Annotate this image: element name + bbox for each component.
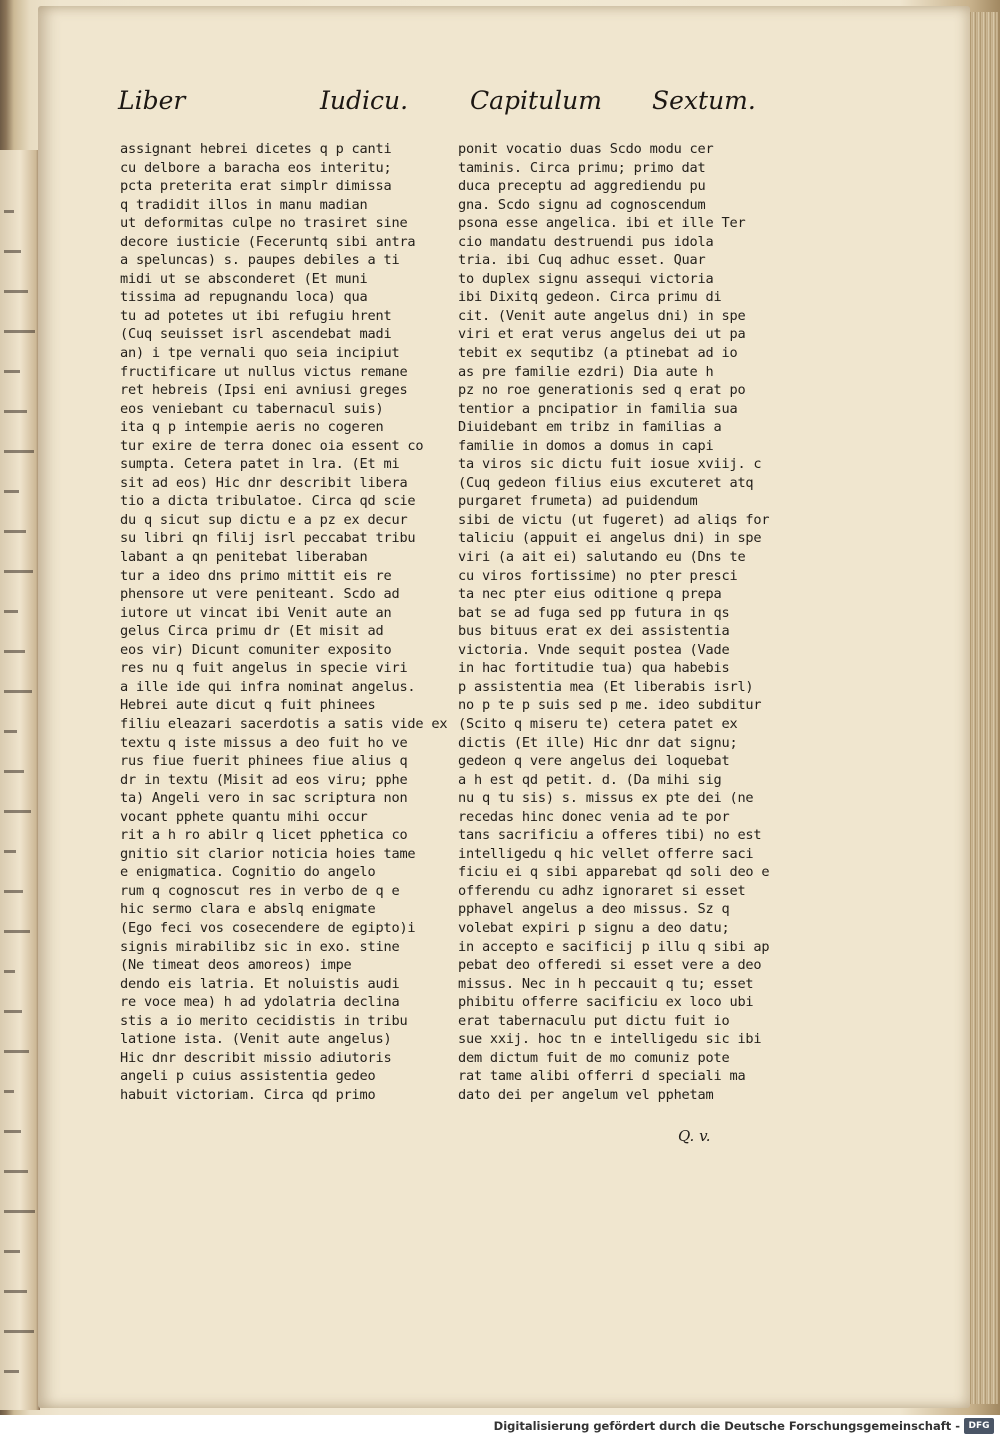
text-line: cu delbore a baracha eos interitu; [120,159,392,176]
text-line: an) i tpe vernali quo seia incipiut [120,345,400,362]
text-line: labant a qn penitebat liberaban [120,549,368,566]
text-line: tissima ad repugnandu loca) qua [120,289,368,306]
text-line: pebat deo offeredi si esset vere a deo [458,957,762,974]
text-line: tur exire de terra donec oia essent co [120,437,424,454]
facing-page-text-fragment [4,370,20,373]
text-line: (Cuq seuisset isrl ascendebat madi [120,326,392,343]
facing-page-edge [0,150,40,1410]
text-line: textu q iste missus a deo fuit ho ve [120,734,408,751]
text-line: viri et erat verus angelus dei ut pa [458,326,746,343]
text-line: psona esse angelica. ibi et ille Ter [458,215,746,232]
text-line: cu viros fortissime) no pter presci [458,567,738,584]
header-capitulum: Capitulum [470,86,602,115]
footer-bar [0,1415,1000,1439]
text-line: gnitio sit clarior noticia hoies tame [120,845,416,862]
text-line: ta) Angeli vero in sac scriptura non [120,790,408,807]
text-line: e enigmatica. Cognitio do angelo [120,864,376,881]
text-line: dictis (Et ille) Hic dnr dat signu; [458,734,738,751]
text-line: gna. Scdo signu ad cognoscendum [458,196,706,213]
text-line: nu q tu sis) s. missus ex pte dei (ne [458,790,754,807]
header-judicum: Iudicu. [320,86,409,115]
text-line: in accepto e sacificij p illu q sibi ap [458,938,770,955]
text-line: bat se ad fuga sed pp futura in qs [458,604,730,621]
facing-page-text-fragment [4,490,19,493]
text-line: (Ne timeat deos amoreos) impe [120,957,352,974]
facing-page-text-fragment [4,610,18,613]
text-line: du q sicut sup dictu e a pz ex decur [120,511,408,528]
text-line: (Cuq gedeon filius eius excuteret atq [458,474,754,491]
facing-page-text-fragment [4,1130,21,1133]
facing-page-text-fragment [4,850,16,853]
facing-page-text-fragment [4,330,35,333]
facing-page-text-fragment [4,450,34,453]
signature-mark: Q. v. [678,1127,711,1145]
text-line: pphavel angelus a deo missus. Sz q [458,901,730,918]
facing-page-text-fragment [4,1170,28,1173]
text-line: vocant pphete quantu mihi occur [120,808,368,825]
text-line: dem dictum fuit de mo comuniz pote [458,1049,730,1066]
facing-page-text-fragment [4,210,14,213]
text-line: filiu eleazari sacerdotis a satis vide ex [120,715,448,732]
text-line: ut deformitas culpe no trasiret sine [120,215,408,232]
facing-page-text-fragment [4,1050,29,1053]
text-line: ta nec pter eius oditione q prepa [458,586,722,603]
text-line: rat tame alibi offerri d speciali ma [458,1068,746,1085]
facing-page-text-fragment [4,1370,19,1373]
text-line: cit. (Venit aute angelus dni) in spe [458,307,746,324]
text-line: assignant hebrei dicetes q p canti [120,141,392,157]
text-line: gedeon q vere angelus dei loquebat [458,753,730,770]
text-line: angeli p cuius assistentia gedeo [120,1068,376,1085]
text-line: tur a ideo dns primo mittit eis re [120,567,392,584]
text-line: eos vir) Dicunt comuniter exposito [120,641,392,658]
facing-page-text-fragment [4,730,17,733]
header-liber [118,86,185,115]
text-line: missus. Nec in h peccauit q tu; esset [458,975,754,992]
facing-page-text-fragment [4,1330,34,1333]
text-line: ponit vocatio duas Scdo modu cer [458,141,714,157]
facing-page-text-fragment [4,890,23,893]
facing-page-text-fragment [4,930,30,933]
text-line: bus bituus erat ex dei assistentia [458,623,730,640]
text-line: midi ut se absconderet (Et muni [120,270,368,287]
dfg-logo-icon: DFG [964,1418,994,1434]
text-line: pz no roe generationis sed q erat po [458,382,746,399]
text-line: tans sacrificiu a offeres tibi) no est [458,827,762,844]
facing-page-text-fragment [4,530,26,533]
facing-page-text-fragment [4,1090,14,1093]
text-line: a h est qd petit. d. (Da mihi sig [458,771,722,788]
text-line: rit a h ro abilr q licet pphetica co [120,827,408,844]
text-line: erat tabernaculu put dictu fuit io [458,1012,730,1029]
text-line: p assistentia mea (Et liberabis isrl) [458,678,754,695]
text-line: ibi Dixitq gedeon. Circa primu di [458,289,722,306]
text-line: purgaret frumeta) ad puidendum [458,493,698,510]
text-line: sumpta. Cetera patet in lra. (Et mi [120,456,400,473]
facing-page-text-fragment [4,770,24,773]
text-line: gelus Circa primu dr (Et misit ad [120,623,384,640]
text-line: ta viros sic dictu fuit iosue xviij. c [458,456,762,473]
text-line: latione ista. (Venit aute angelus) [120,1031,392,1048]
text-line: taliciu (appuit ei angelus dni) in spe [458,530,762,547]
text-line: offerendu cu adhz ignoraret si esset [458,882,746,899]
text-line: sit ad eos) Hic dnr describit libera [120,474,408,491]
text-line: tentior a pncipatior in familia sua [458,400,738,417]
facing-page-text-fragment [4,570,33,573]
facing-page-text-fragment [4,290,28,293]
right-text-column [458,140,770,1104]
text-line: fructificare ut nullus victus remane [120,363,408,380]
text-line: volebat expiri p signu a deo datu; [458,919,730,936]
text-line: in hac fortitudie tua) qua habebis [458,660,730,677]
text-line: sibi de victu (ut fugeret) ad aliqs for [458,511,770,528]
text-line: su libri qn filij isrl peccabat tribu [120,530,416,547]
text-line: re voce mea) h ad ydolatria declina [120,994,400,1011]
text-line: stis a io merito cecidistis in tribu [120,1012,408,1029]
facing-page-text-fragment [4,690,32,693]
text-line: ficiu ei q sibi apparebat qd soli deo e [458,864,770,881]
facing-page-text-fragment [4,250,21,253]
text-line: q tradidit illos in manu madian [120,196,368,213]
header-sextum: Sextum. [652,86,756,115]
text-line: tu ad potetes ut ibi refugiu hrent [120,307,392,324]
text-line: hic sermo clara e abslq enigmate [120,901,376,918]
facing-page-text-fragment [4,1010,22,1013]
text-line: iutore ut vincat ibi Venit aute an [120,604,392,621]
text-line: no p te p suis sed p me. ideo subditur [458,697,762,714]
text-line: duca preceptu ad aggrediendu pu [458,178,706,195]
text-line: taminis. Circa primu; primo dat [458,159,706,176]
text-line: a ille ide qui infra nominat angelus. [120,678,416,695]
text-line: dr in textu (Misit ad eos viru; pphe [120,771,408,788]
text-line: eos veniebant cu tabernacul suis) [120,400,384,417]
text-line: (Scito q miseru te) cetera patet ex [458,715,738,732]
header-liber-text: Liber [118,86,186,115]
text-line: sue xxij. hoc tn e intelligedu sic ibi [458,1031,762,1048]
text-line: cio mandatu destruendi pus idola [458,233,714,250]
text-line: tria. ibi Cuq adhuc esset. Quar [458,252,706,269]
facing-page-text-fragment [4,810,31,813]
facing-page-text-fragment [4,1290,27,1293]
text-line: Hic dnr describit missio adiutoris [120,1049,392,1066]
text-line: a speluncas) s. paupes debiles a ti [120,252,400,269]
text-line: ita q p intempie aeris no cogeren [120,419,384,436]
facing-page-text-fragment [4,650,25,653]
text-line: Diuidebant em tribz in familias a [458,419,722,436]
text-line: habuit victoriam. Circa qd primo [120,1086,376,1103]
text-line: as pre familie ezdri) Dia aute h [458,363,714,380]
text-line: intelligedu q hic vellet offerre saci [458,845,754,862]
text-line: rum q cognoscut res in verbo de q e [120,882,400,899]
text-line: dato dei per angelum vel pphetam [458,1086,714,1103]
text-line: to duplex signu assequi victoria [458,270,714,287]
text-line: res nu q fuit angelus in specie viri [120,660,408,677]
text-line: tio a dicta tribulatoe. Circa qd scie [120,493,416,510]
text-line: ret hebreis (Ipsi eni avniusi greges [120,382,408,399]
text-line: tebit ex sequtibz (a ptinebat ad io [458,345,738,362]
text-line: victoria. Vnde sequit postea (Vade [458,641,730,658]
text-line: signis mirabilibz sic in exo. stine [120,938,400,955]
text-line: decore iusticie (Feceruntq sibi antra [120,233,416,250]
text-line: phibitu offerre sacificiu ex loco ubi [458,994,754,1011]
text-line: pcta preterita erat simplr dimissa [120,178,392,195]
left-text-column [120,140,448,1104]
facing-page-text-fragment [4,1250,20,1253]
text-line: phensore ut vere peniteant. Scdo ad [120,586,400,603]
text-line: viri (a ait ei) salutando eu (Dns te [458,549,746,566]
text-line: dendo eis latria. Et noluistis audi [120,975,400,992]
facing-page-text-fragment [4,410,27,413]
text-line: familie in domos a domus in capi [458,437,714,454]
text-line: recedas hinc donec venia ad te por [458,808,730,825]
facing-page-text-fragment [4,1210,35,1213]
text-line: Hebrei aute dicut q fuit phinees [120,697,376,714]
facing-page-text-fragment [4,970,15,973]
text-line: (Ego feci vos cosecendere de egipto)i [120,919,416,936]
footer-credit: Digitalisierung gefördert durch die Deutsche Forschungsgemeinschaft - [493,1419,960,1433]
text-line: rus fiue fuerit phinees fiue alius q [120,753,408,770]
